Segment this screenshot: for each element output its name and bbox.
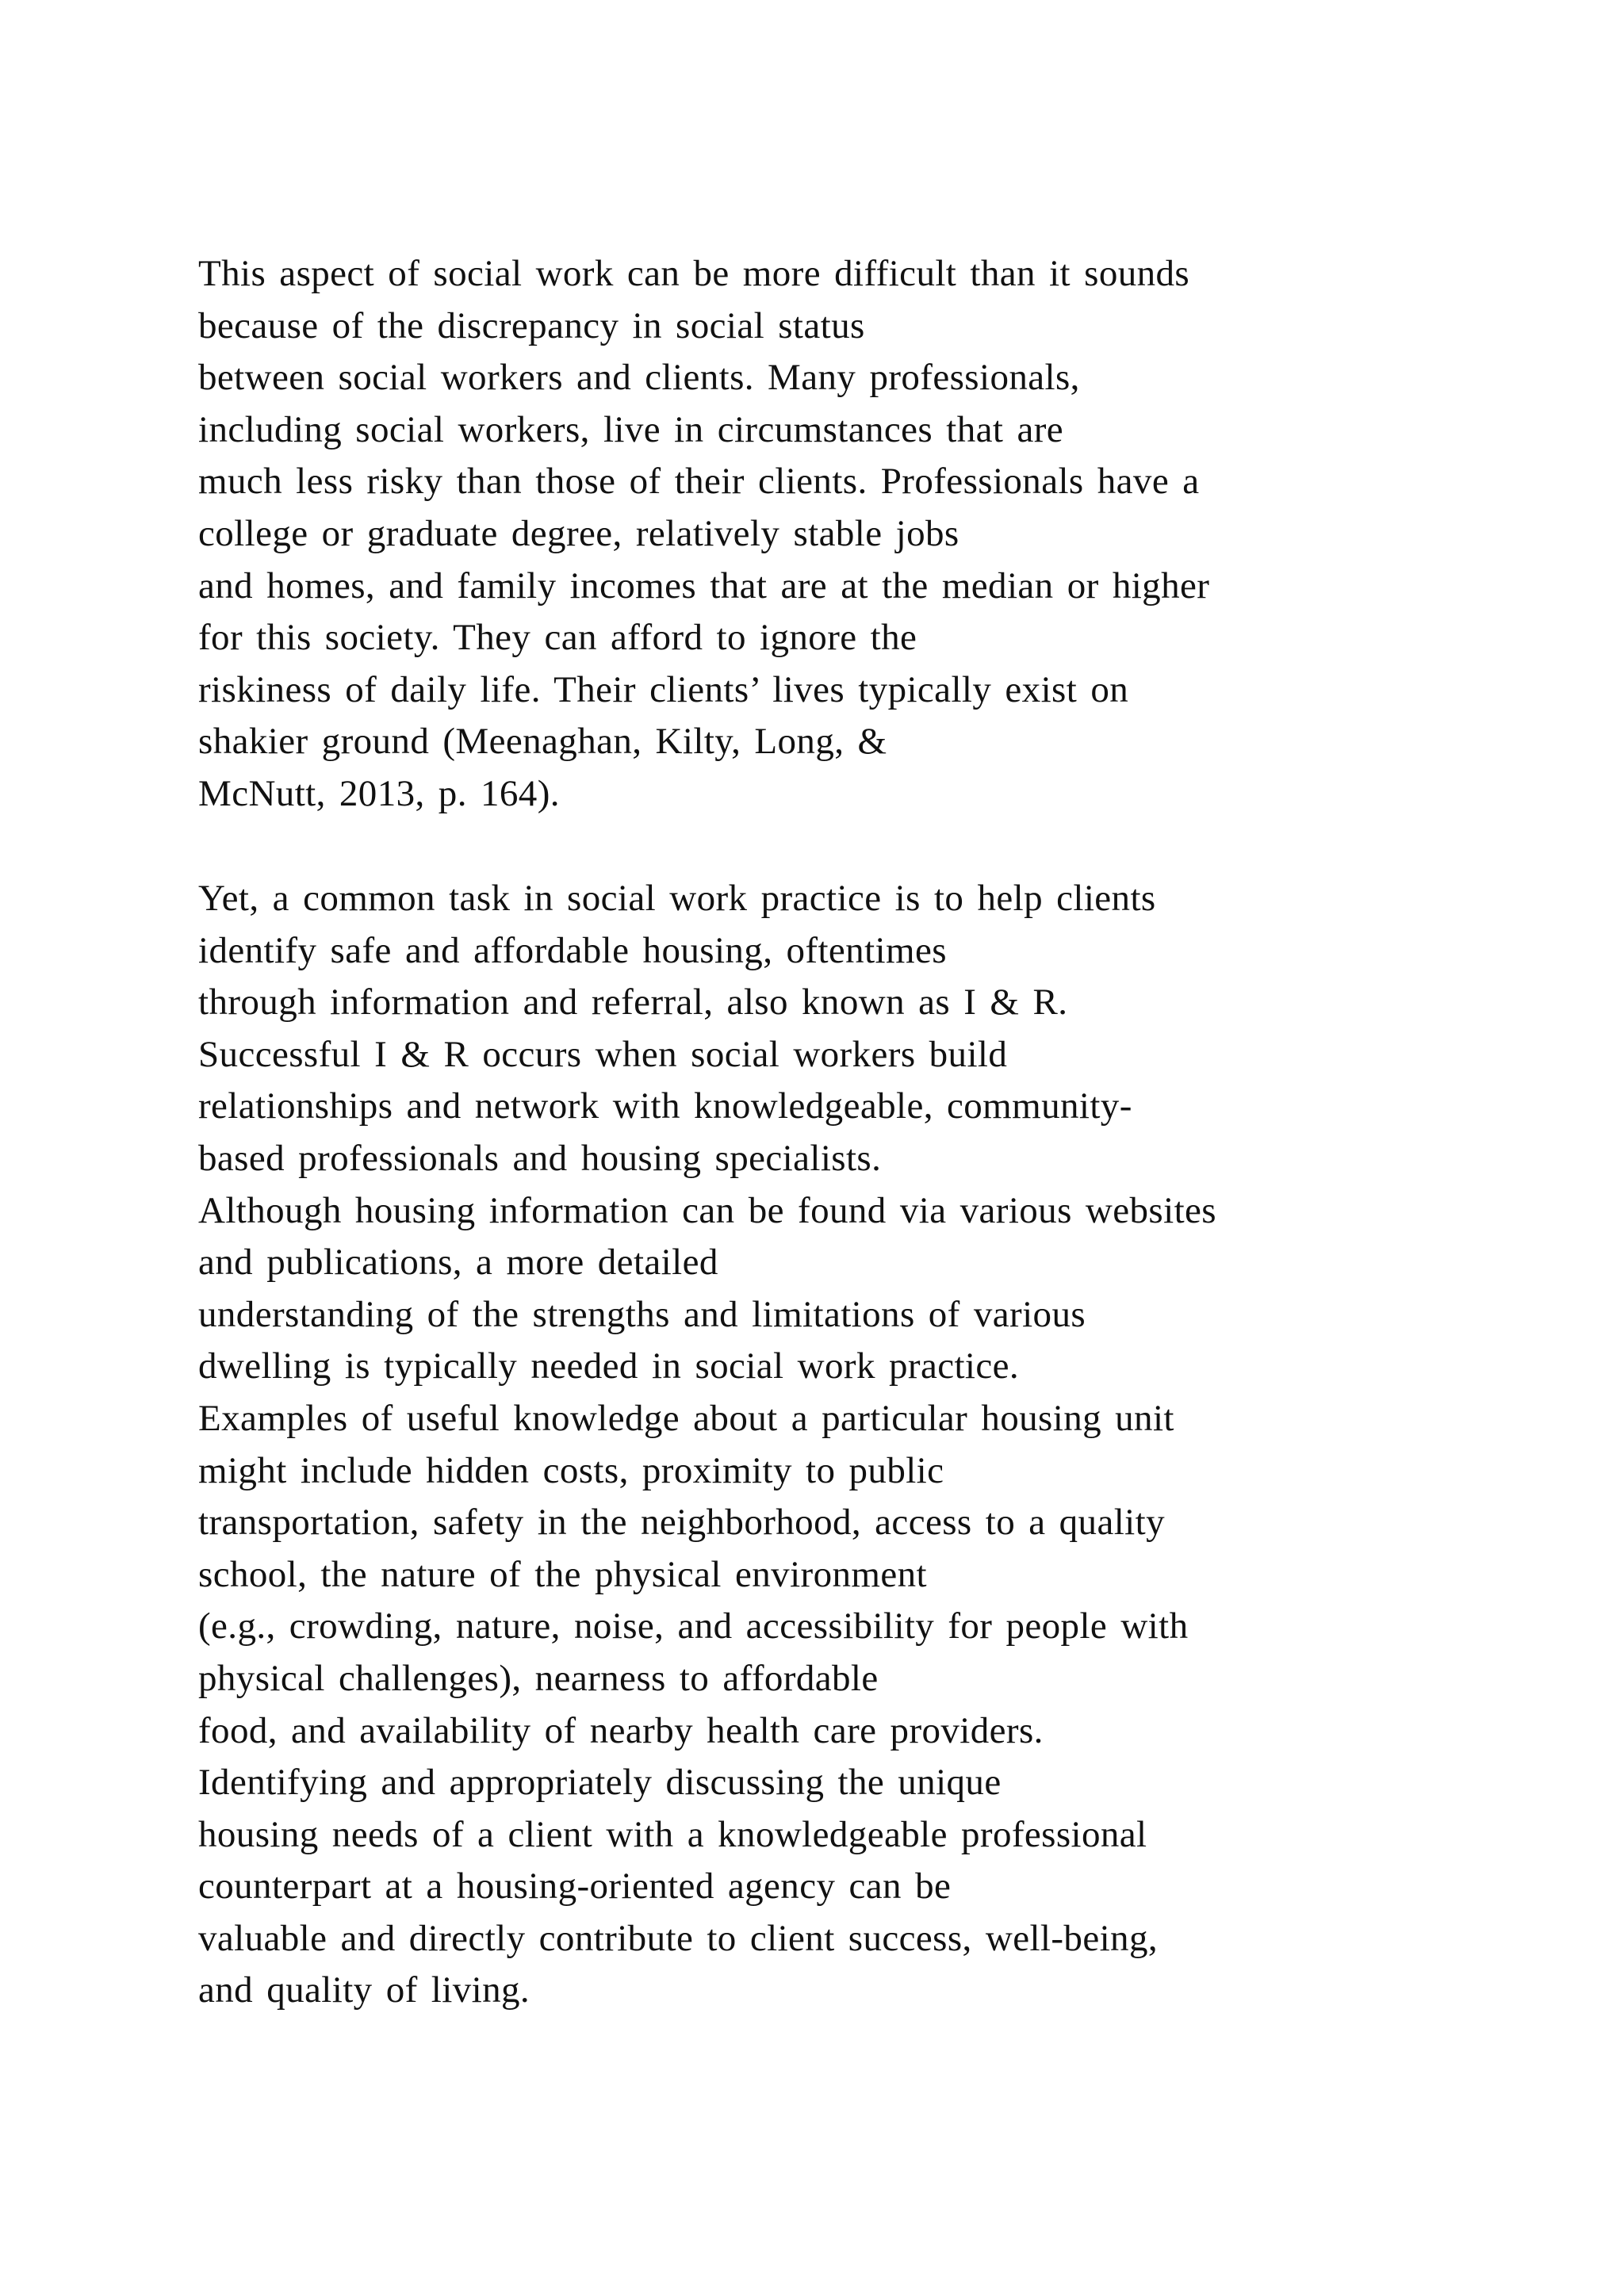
text-line: college or graduate degree, relatively stable jobs <box>198 512 959 554</box>
text-line: because of the discrepancy in social status <box>198 304 865 346</box>
paragraph-1 <box>198 248 1546 821</box>
text-line: McNutt, 2013, p. 164). <box>198 772 560 814</box>
text-line: understanding of the strengths and limitations of various <box>198 1293 1086 1335</box>
text-line: Although housing information can be found via various websites <box>198 1189 1216 1231</box>
text-line: through information and referral, also known as I & R. <box>198 982 1068 1024</box>
text-line: This aspect of social work can be more difficult than it sounds <box>198 253 1190 294</box>
text-line: Successful I & R occurs when social workers build <box>198 1033 1008 1075</box>
text-line: identify safe and affordable housing, oftentimes <box>198 929 947 971</box>
text-line: shakier ground (Meenaghan, Kilty, Long, & <box>198 721 887 763</box>
text-line: based professionals and housing specialists. <box>198 1137 882 1179</box>
text-line: Identifying and appropriately discussing the unique <box>198 1762 1002 1804</box>
text-line: food, and availability of nearby health care providers. <box>198 1709 1044 1751</box>
paragraph-2 <box>198 873 1546 2017</box>
text-line: school, the nature of the physical environment <box>198 1553 927 1595</box>
text-line: much less risky than those of their clients. Professionals have a <box>198 461 1200 503</box>
text-line: might include hidden costs, proximity to public <box>198 1449 944 1491</box>
text-line: and quality of living. <box>198 1969 530 2011</box>
text-line: including social workers, live in circumstances that are <box>198 408 1064 450</box>
text-line: between social workers and clients. Many professionals, <box>198 357 1080 399</box>
text-line: transportation, safety in the neighborhood, access to a quality <box>198 1502 1165 1544</box>
text-line: and publications, a more detailed <box>198 1242 718 1284</box>
text-line: counterpart at a housing-oriented agency can be <box>198 1866 952 1908</box>
text-line: Yet, a common task in social work practice is to help clients <box>198 878 1156 919</box>
text-line: and homes, and family incomes that are at the median or higher <box>198 564 1210 607</box>
text-line: valuable and directly contribute to client success, well-being, <box>198 1917 1159 1959</box>
text-line: physical challenges), nearness to affordable <box>198 1657 879 1699</box>
text-line: dwelling is typically needed in social work practice. <box>198 1345 1020 1387</box>
text-line: (e.g., crowding, nature, noise, and accessibility for people with <box>198 1605 1189 1647</box>
text-line: housing needs of a client with a knowledgeable professional <box>198 1813 1147 1855</box>
text-line: riskiness of daily life. Their clients’ lives typically exist on <box>198 668 1129 710</box>
text-line: Examples of useful knowledge about a particular housing unit <box>198 1397 1174 1439</box>
text-line: relationships and network with knowledgeable, community- <box>198 1085 1132 1127</box>
text-line: for this society. They can afford to ignore the <box>198 617 917 659</box>
